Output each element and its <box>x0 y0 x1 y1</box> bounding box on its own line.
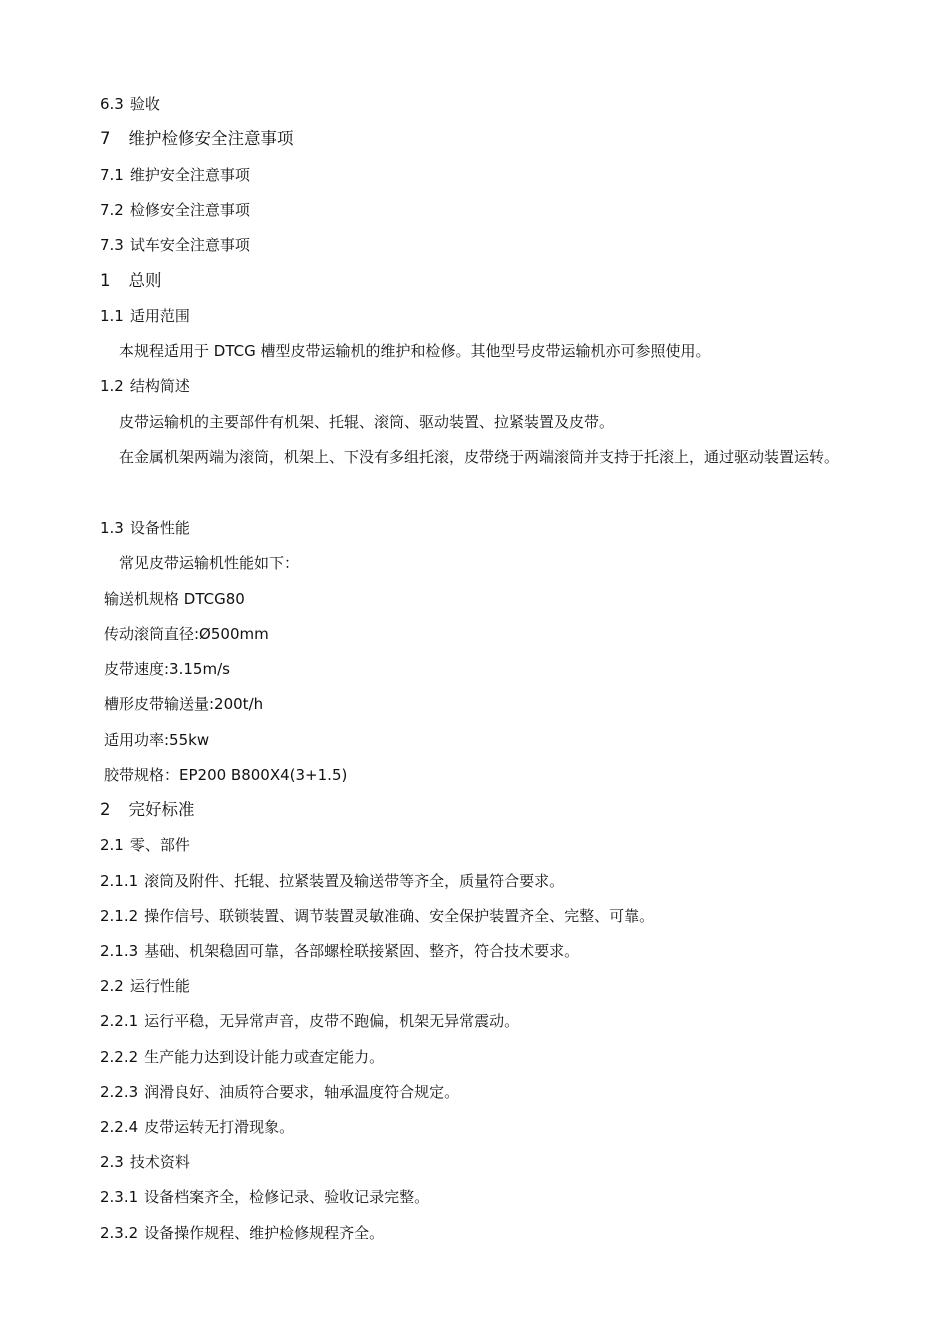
heading-1 <box>100 271 162 291</box>
section-title: 试车安全注意事项 <box>129 236 250 254</box>
toc-heading-7 <box>100 129 294 149</box>
item-2-1-1 <box>100 871 564 891</box>
item-2-2-4 <box>100 1117 294 1137</box>
section-title: 完好标准 <box>128 800 195 819</box>
item-2-2-3 <box>100 1082 459 1102</box>
item-2-2-1 <box>100 1011 519 1031</box>
toc-item-7-3 <box>100 235 250 255</box>
item-text: 运行平稳，无异常声音，皮带不跑偏，机架无异常震动。 <box>144 1012 520 1030</box>
section-number: 1.1 <box>100 307 124 325</box>
paragraph-scope: 本规程适用于 DTCG 槽型皮带运输机的维护和检修。其他型号皮带运输机亦可参照使用。 <box>119 342 711 360</box>
item-2-2-2 <box>100 1047 384 1067</box>
section-number: 6.3 <box>100 95 124 113</box>
paragraph-components: 皮带运输机的主要部件有机架、托辊、滚筒、驱动装置、拉紧装置及皮带。 <box>119 413 615 431</box>
toc-item-7-1 <box>100 165 250 185</box>
section-title: 验收 <box>129 95 160 113</box>
section-number: 7.1 <box>100 166 124 184</box>
item-text: 操作信号、联锁装置、调节装置灵敏准确、安全保护装置齐全、完整、可靠。 <box>144 907 655 925</box>
section-title: 适用范围 <box>129 307 190 325</box>
section-title: 维护检修安全注意事项 <box>128 129 294 148</box>
spec-belt: 胶带规格：EP200 B800X4(3+1.5) <box>104 766 348 784</box>
heading-1-2 <box>100 376 190 396</box>
item-text: 设备档案齐全，检修记录、验收记录完整。 <box>144 1188 430 1206</box>
spec-belt-speed: 皮带速度:3.15m/s <box>104 660 230 678</box>
section-number: 2.2 <box>100 977 124 995</box>
item-2-1-3 <box>100 941 579 961</box>
section-title: 技术资料 <box>129 1153 190 1171</box>
section-number: 7.2 <box>100 201 124 219</box>
section-title: 零、部件 <box>129 836 190 854</box>
section-number: 1.2 <box>100 377 124 395</box>
item-text: 滚筒及附件、托辊、拉紧装置及输送带等齐全，质量符合要求。 <box>144 872 565 890</box>
section-number: 2.1.1 <box>100 872 139 890</box>
item-text: 生产能力达到设计能力或查定能力。 <box>144 1048 385 1066</box>
item-2-3-1 <box>100 1187 429 1207</box>
heading-2 <box>100 800 195 820</box>
section-number: 2 <box>100 800 111 819</box>
section-number: 2.3.2 <box>100 1224 139 1242</box>
spec-drum-diameter: 传动滚筒直径:Ø500mm <box>104 625 269 643</box>
section-title: 设备性能 <box>129 519 190 537</box>
section-number: 2.2.3 <box>100 1083 139 1101</box>
section-number: 7 <box>100 129 111 148</box>
paragraph-structure: 在金属机架两端为滚筒，机架上、下没有多组托滚，皮带绕于两端滚筒并支持于托滚上，通过驱动装置运转。 <box>119 448 840 466</box>
section-title: 检修安全注意事项 <box>129 201 250 219</box>
spec-model: 输送机规格 DTCG80 <box>104 590 245 608</box>
section-number: 1.3 <box>100 519 124 537</box>
section-number: 2.1.3 <box>100 942 139 960</box>
section-number: 7.3 <box>100 236 124 254</box>
item-2-3-2 <box>100 1223 384 1243</box>
spec-capacity: 槽形皮带输送量:200t/h <box>104 695 264 713</box>
section-number: 2.3.1 <box>100 1188 139 1206</box>
heading-1-3 <box>100 518 190 538</box>
heading-1-1 <box>100 306 190 326</box>
toc-item-6-3 <box>100 94 160 114</box>
heading-2-3 <box>100 1152 190 1172</box>
item-text: 基础、机架稳固可靠，各部螺栓联接紧固、整齐，符合技术要求。 <box>144 942 580 960</box>
section-number: 2.2.1 <box>100 1012 139 1030</box>
paragraph-performance-intro: 常见皮带运输机性能如下： <box>119 554 300 572</box>
section-number: 2.2.2 <box>100 1048 139 1066</box>
item-text: 设备操作规程、维护检修规程齐全。 <box>144 1224 385 1242</box>
section-title: 维护安全注意事项 <box>129 166 250 184</box>
section-number: 2.1 <box>100 836 124 854</box>
toc-item-7-2 <box>100 200 250 220</box>
item-2-1-2 <box>100 906 654 926</box>
section-number: 1 <box>100 271 111 290</box>
item-text: 润滑良好、油质符合要求，轴承温度符合规定。 <box>144 1083 460 1101</box>
section-number: 2.3 <box>100 1153 124 1171</box>
heading-2-1 <box>100 835 190 855</box>
spec-power: 适用功率:55kw <box>104 731 210 749</box>
section-number: 2.2.4 <box>100 1118 139 1136</box>
item-text: 皮带运转无打滑现象。 <box>144 1118 295 1136</box>
section-number: 2.1.2 <box>100 907 139 925</box>
section-title: 总则 <box>128 271 162 290</box>
section-title: 运行性能 <box>129 977 190 995</box>
heading-2-2 <box>100 976 190 996</box>
section-title: 结构简述 <box>129 377 190 395</box>
